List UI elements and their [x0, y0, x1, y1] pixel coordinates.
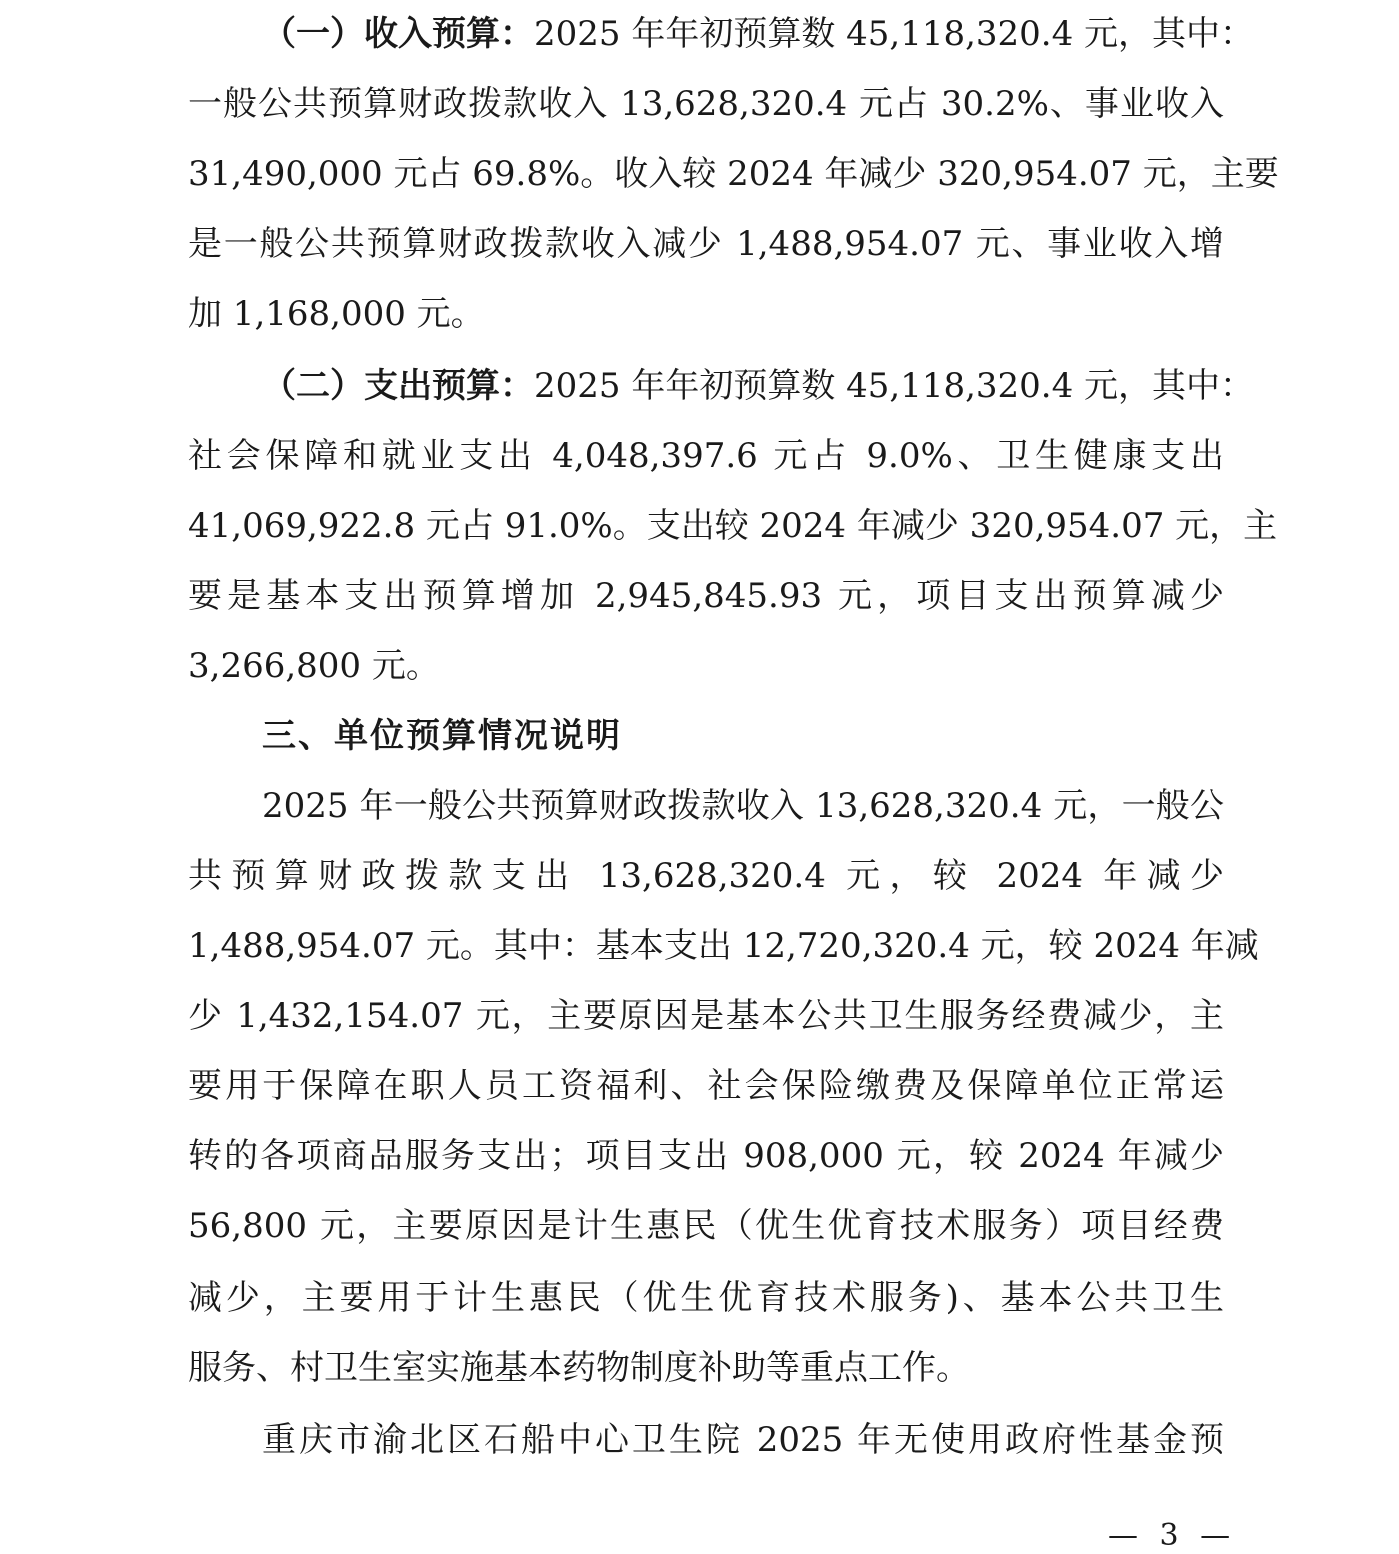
section-three-heading: 三、单位预算情况说明 [262, 716, 622, 756]
unit-budget-line-7: 56,800 元，主要原因是计生惠民（优生优育技术服务）项目经费 [188, 1206, 1224, 1246]
expense-budget-line-5: 3,266,800 元。 [188, 646, 440, 686]
expense-budget-line-3: 41,069,922.8 元占 91.0%。支出较 2024 年减少 320,954.07 元，主 [188, 506, 1278, 546]
unit-budget-line-3: 1,488,954.07 元。其中：基本支出 12,720,320.4 元，较 2024 年减 [188, 926, 1259, 966]
income-budget-line-2: 一般公共预算财政拨款收入 13,628,320.4 元占 30.2%、事业收入 [188, 84, 1224, 124]
unit-budget-line-2: 共预算财政拨款支出 13,628,320.4 元，较 2024 年减少 [188, 856, 1224, 896]
income-budget-line-4: 是一般公共预算财政拨款收入减少 1,488,954.07 元、事业收入增 [188, 224, 1224, 264]
expense-budget-label: （二）支出预算： [262, 366, 534, 406]
fund-budget-line-1: 重庆市渝北区石船中心卫生院 2025 年无使用政府性基金预 [262, 1420, 1224, 1460]
expense-budget-line-4: 要是基本支出预算增加 2,945,845.93 元，项目支出预算减少 [188, 576, 1224, 616]
unit-budget-line-1: 2025 年一般公共预算财政拨款收入 13,628,320.4 元，一般公 [262, 786, 1224, 826]
income-budget-line-1-text: 2025 年年初预算数 45,118,320.4 元，其中： [534, 14, 1255, 54]
unit-budget-line-5: 要用于保障在职人员工资福利、社会保险缴费及保障单位正常运 [188, 1066, 1224, 1106]
expense-budget-line-1-text: 2025 年年初预算数 45,118,320.4 元，其中： [534, 366, 1255, 406]
income-budget-line-1 [262, 8, 1255, 60]
income-budget-line-3: 31,490,000 元占 69.8%。收入较 2024 年减少 320,954.07 元，主要 [188, 154, 1279, 194]
unit-budget-line-9: 服务、村卫生室实施基本药物制度补助等重点工作。 [188, 1348, 970, 1388]
unit-budget-line-6: 转的各项商品服务支出；项目支出 908,000 元，较 2024 年减少 [188, 1136, 1224, 1176]
income-budget-label: （一）收入预算： [262, 14, 534, 54]
unit-budget-line-8: 减少，主要用于计生惠民（优生优育技术服务)、基本公共卫生 [188, 1278, 1224, 1318]
page-number: — 3 — [1108, 1518, 1237, 1553]
expense-budget-line-1 [262, 360, 1255, 412]
unit-budget-line-4: 少 1,432,154.07 元，主要原因是基本公共卫生服务经费减少，主 [188, 996, 1224, 1036]
income-budget-line-5: 加 1,168,000 元。 [188, 294, 485, 334]
expense-budget-line-2: 社会保障和就业支出 4,048,397.6 元占 9.0%、卫生健康支出 [188, 436, 1224, 476]
